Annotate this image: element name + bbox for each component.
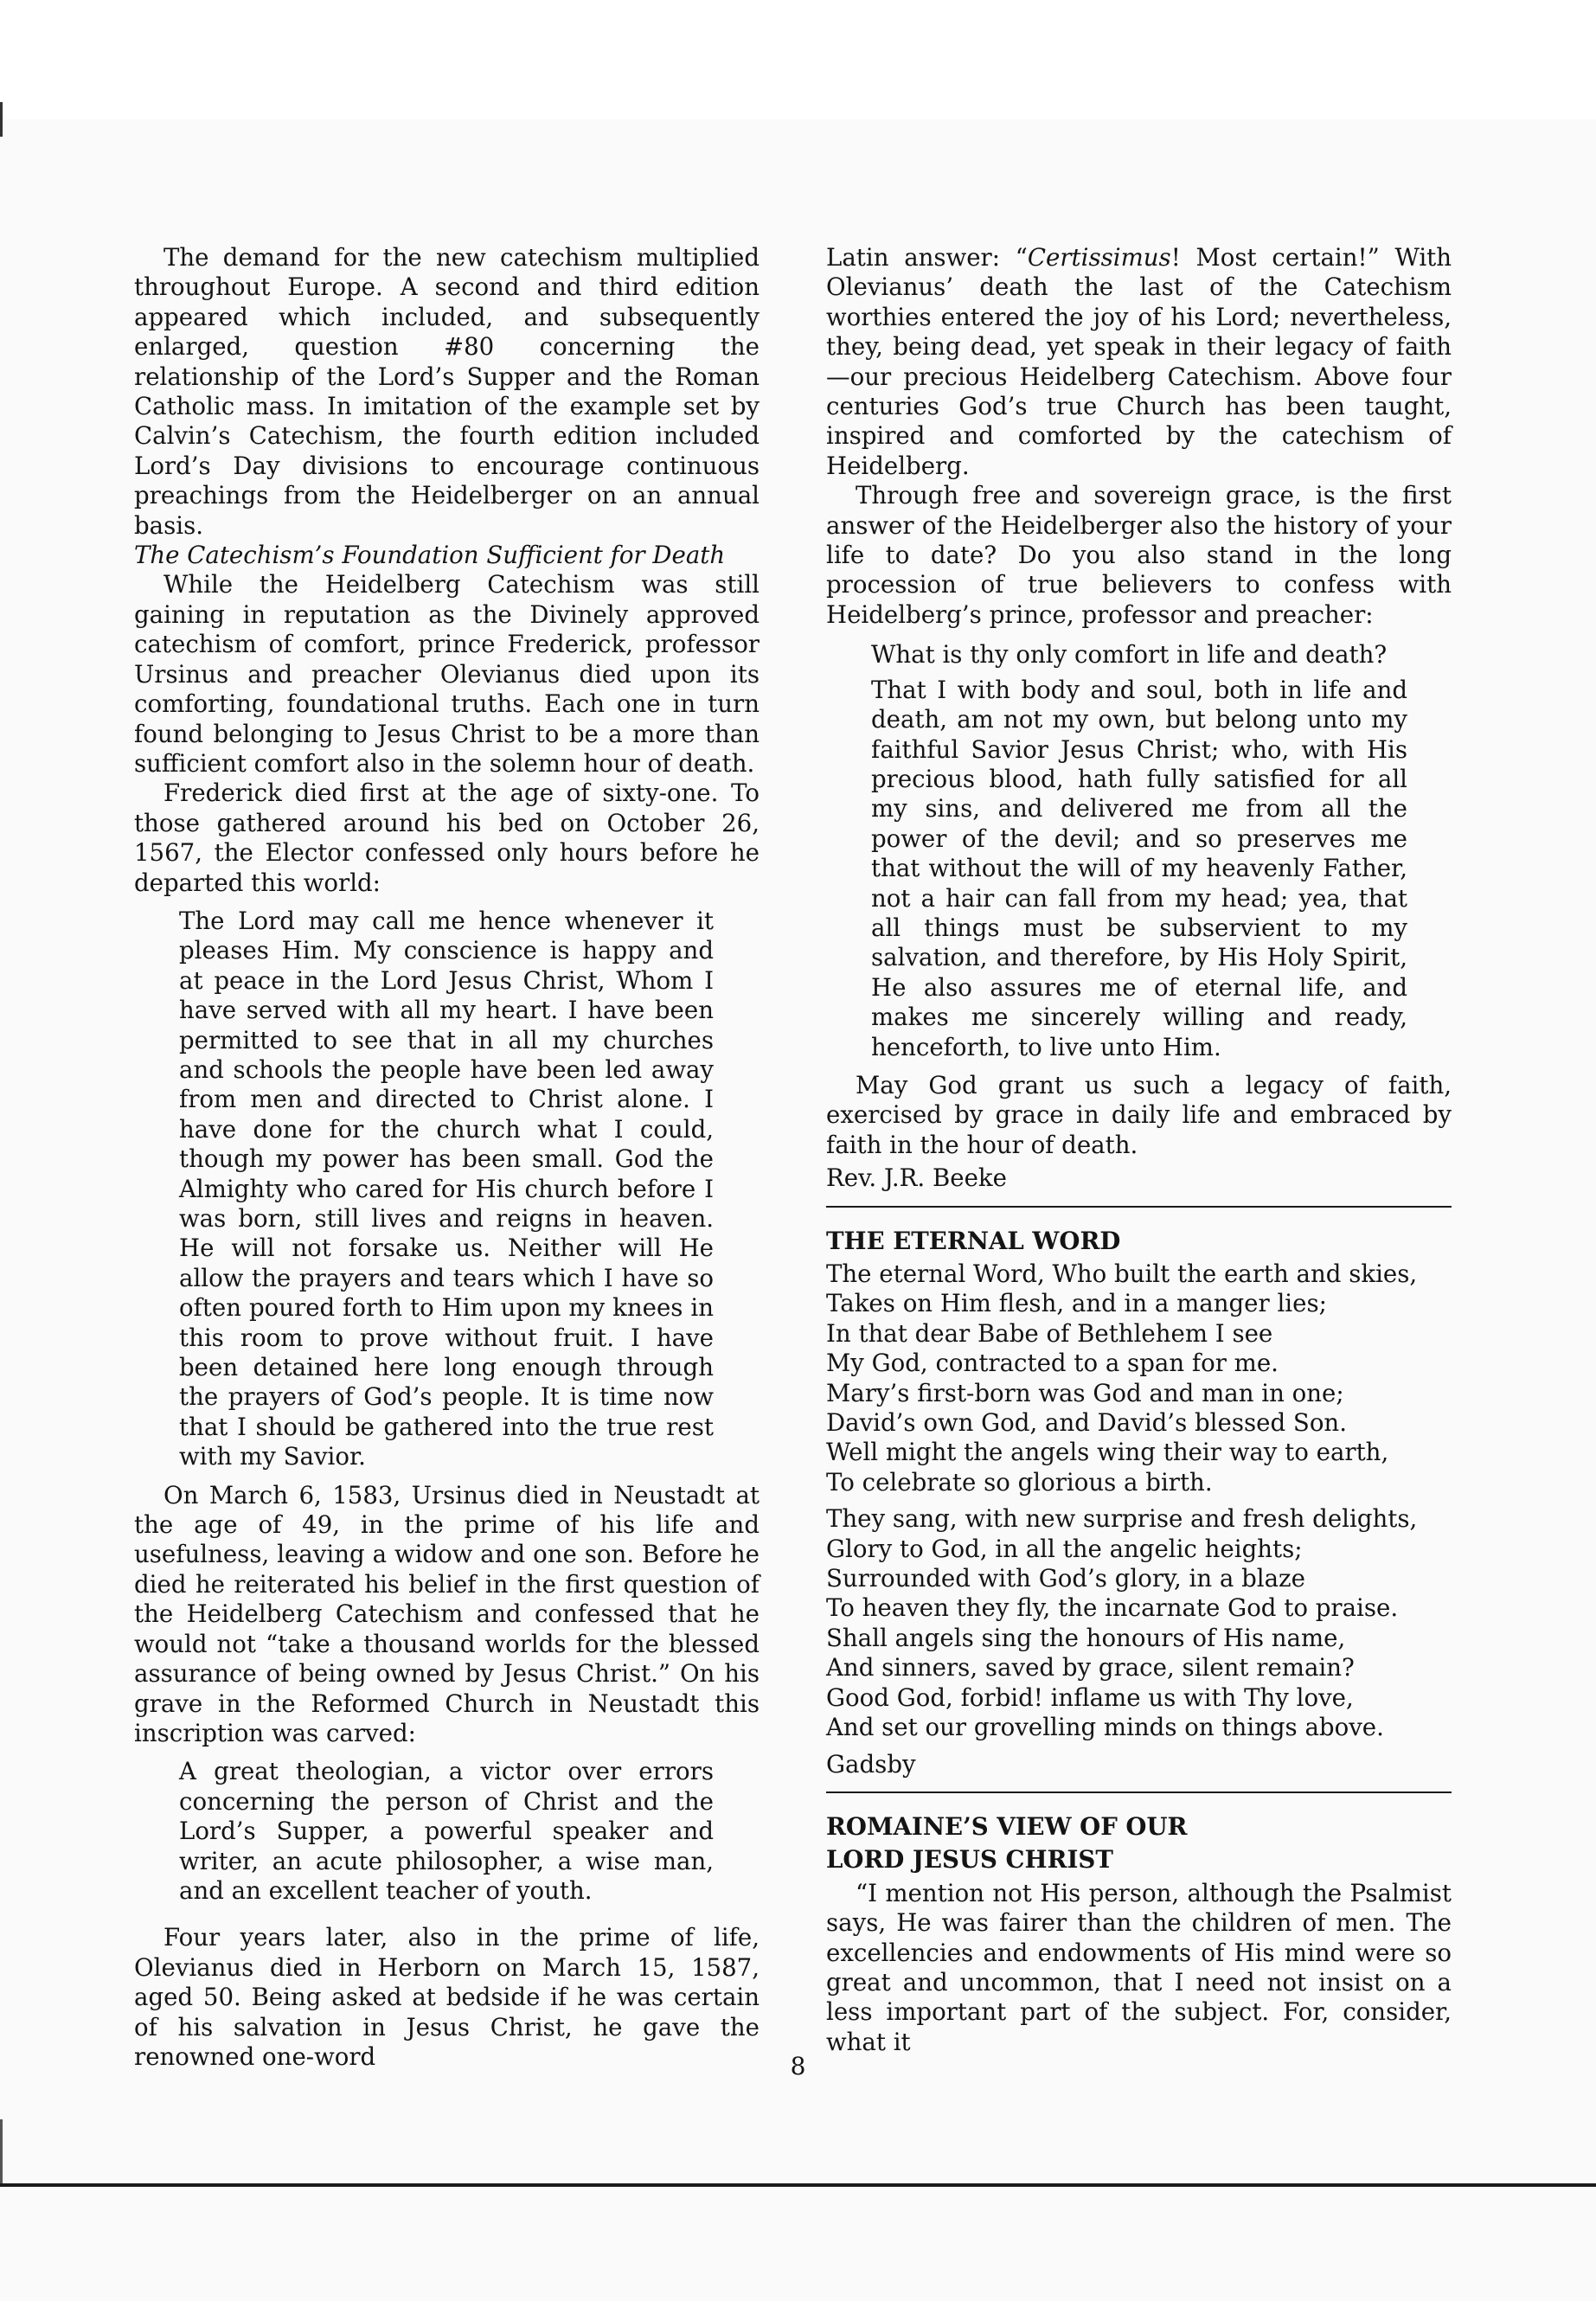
poem-line: My God, contracted to a span for me. (826, 1349, 1279, 1378)
poem-stanza (826, 1259, 1452, 1497)
text-run: ! Most certain!” With Olevianus’ death the last of the Catechism worthies entered the joy of his Lord; nevertheless, they, being dead, yet speak in their legacy of faith—our precious Heidelberg Catechism. Above four centuries God’s true Church has been taught, inspired and comforted by the catechism of Heidelberg. (826, 243, 1452, 480)
poem-line: And set our grovelling minds on things above. (826, 1713, 1384, 1742)
poem-line: To heaven they fly, the incarnate God to praise. (826, 1593, 1399, 1623)
poem-line: Takes on Him flesh, and in a manger lies; (826, 1289, 1327, 1318)
text-run: Latin answer: “ (826, 243, 1028, 272)
left-column (134, 243, 760, 2072)
poem-line: Surrounded with God’s glory, in a blaze (826, 1564, 1305, 1593)
poem-line: In that dear Babe of Bethlehem I see (826, 1318, 1273, 1348)
paragraph (826, 243, 1452, 481)
scan-edge-mark (0, 102, 3, 137)
poem-line: They sang, with new surprise and fresh delights, (826, 1504, 1418, 1534)
article-title: ROMAINE’S VIEW OF OUR (826, 1811, 1188, 1841)
scan-edge-mark (0, 2119, 3, 2187)
poem-line: The eternal Word, Who built the earth and skies, (826, 1259, 1418, 1288)
poem-line: Good God, forbid! inflame us with Thy love, (826, 1682, 1354, 1712)
divider (826, 1206, 1452, 1208)
scan-margin-top (0, 0, 1596, 119)
signature: Rev. J.R. Beeke (826, 1163, 1007, 1193)
paragraph: Four years later, also in the prime of life, Olevianus died in Herborn on March 15, 1587, aged 50. Being asked at bedside if he was certain of his salvation in Jesus Christ, he gave the renowned one-word (134, 1923, 760, 2071)
italic-latin-word: Certissimus (1027, 243, 1171, 272)
poem-line: And sinners, saved by grace, silent remain? (826, 1653, 1355, 1682)
block-quote: A great theologian, a victor over errors concerning the person of Christ and the Lord’s Supper, a powerful speaker and writer, an acute philosopher, a wise man, and an excellent teacher of youth. (179, 1757, 714, 1905)
block-quote: The Lord may call me hence whenever it pleases Him. My conscience is happy and at peace in the Lord Jesus Christ, Whom I have served with all my heart. I have been permitted to see that in all my churches and schools the people have been led away from men and directed to Christ alone. I have done for the church what I could, though my power has been small. God the Almighty who cared for His church before I was born, still lives and reigns in heaven. He will not forsake us. Neither will He allow the prayers and tears which I have so often poured forth to Him upon my knees in this room to prove without fruit. I have been detained here long enough through the prayers of God’s people. It is time now that I should be gathered into the true rest with my Savior. (179, 906, 714, 1471)
paragraph: The demand for the new catechism multiplied throughout Europe. A second and third edition appeared which included, and subsequently enlarged, question #80 concerning the relationship of the Lord’s Supper and the Roman Catholic mass. In imitation of the example set by Calvin’s Catechism, the fourth edition included Lord’s Day divisions to encourage continuous preachings from the Heidelberger on an annual basis. (134, 243, 760, 540)
right-column (826, 243, 1452, 2057)
paragraph: May God grant us such a legacy of faith, exercised by grace in daily life and embraced by faith in the hour of death. (826, 1070, 1452, 1159)
poem-stanza (826, 1504, 1452, 1742)
catechism-question: What is thy only comfort in life and death? (871, 640, 1388, 670)
poem-line: To celebrate so glorious a birth. (826, 1467, 1213, 1497)
scan-bottom-rule (0, 2183, 1596, 2187)
paragraph: Through free and sovereign grace, is the first answer of the Heidelberger also the history of your life to date? Do you also stand in the long procession of true believers to confess with Heidelberg’s prince, professor and preacher: (826, 481, 1452, 629)
poem-title: THE ETERNAL WORD (826, 1226, 1121, 1255)
article-title: LORD JESUS CHRIST (826, 1845, 1113, 1875)
paragraph: While the Heidelberg Catechism was still gaining in reputation as the Divinely approved catechism of comfort, prince Frederick, professor Ursinus and preacher Olevianus died upon its comforting, foundational truths. Each one in turn found belonging to Jesus Christ to be a more than sufficient comfort also in the solemn hour of death. (134, 570, 760, 778)
poem-line: David’s own God, and David’s blessed Son. (826, 1408, 1347, 1438)
poem-line: Well might the angels wing their way to earth, (826, 1438, 1389, 1467)
catechism-answer: That I with body and soul, both in life and death, am not my own, but belong unto my faithful Savior Jesus Christ; who, with His precious blood, hath fully satisfied for all my sins, and delivered me from all the power of the devil; and so preserves me that without the will of my heavenly Father, not a hair can fall from my head; yea, that all things must be subservient to my salvation, and therefore, by His Holy Spirit, He also assures me of eternal life, and makes me sincerely willing and ready, henceforth, to live unto Him. (871, 675, 1407, 1061)
poem-line: Mary’s first-born was God and man in one; (826, 1378, 1344, 1407)
divider (826, 1791, 1452, 1793)
poem-line: Glory to God, in all the angelic heights; (826, 1534, 1303, 1563)
page-number: 8 (790, 2052, 806, 2080)
paragraph: On March 6, 1583, Ursinus died in Neustadt at the age of 49, in the prime of his life and usefulness, leaving a widow and one son. Before he died he reiterated his belief in the first question of the Heidelberg Catechism and confessed that he would not “take a thousand worlds for the blessed assurance of being owned by Jesus Christ.” On his grave in the Reformed Church in Neustadt this inscription was carved: (134, 1480, 760, 1747)
poem-line: Shall angels sing the honours of His name, (826, 1623, 1346, 1652)
paragraph: “I mention not His person, although the Psalmist says, He was fairer than the children of men. The excellencies and endowments of His mind were so great and uncommon, that I need not insist on a less important part of the subject. For, consider, what it (826, 1878, 1452, 2056)
paragraph: Frederick died first at the age of sixty-one. To those gathered around his bed on October 26, 1567, the Elector confessed only hours before he departed this world: (134, 779, 760, 897)
section-heading: The Catechism’s Foundation Sufficient for Death (134, 541, 726, 570)
signature: Gadsby (826, 1749, 916, 1779)
